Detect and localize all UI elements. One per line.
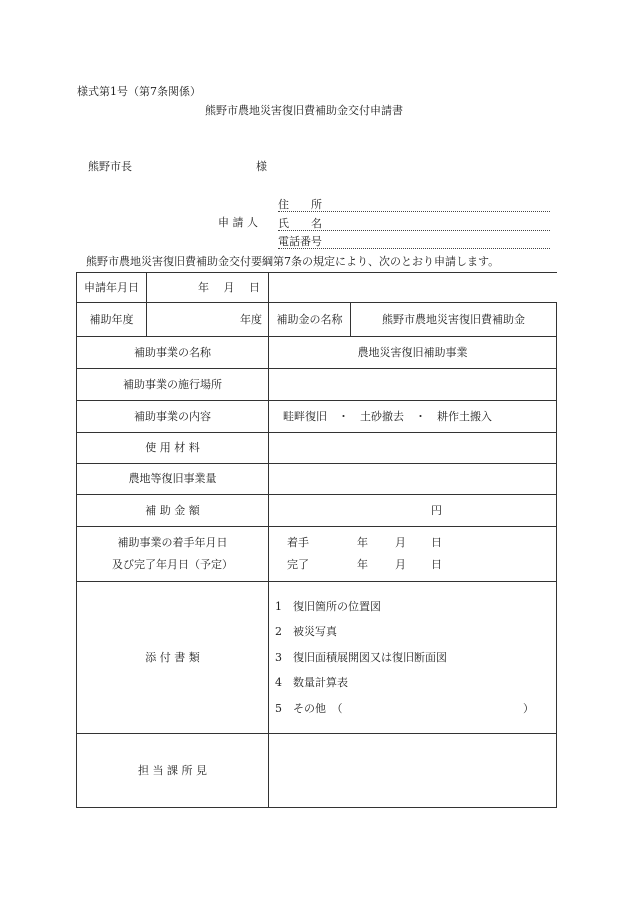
attachments-label: 添 付 書 類: [77, 582, 269, 734]
finish-month-label: 月: [395, 558, 406, 571]
name-label: 氏 名: [278, 217, 322, 230]
application-date-field[interactable]: 年 月 日: [147, 273, 269, 303]
start-label: 着手: [287, 536, 309, 549]
address-field-line[interactable]: [278, 211, 550, 212]
location-field[interactable]: [269, 369, 557, 401]
quantity-row: [77, 464, 557, 495]
amount-label: 補 助 金 額: [77, 495, 269, 527]
location-row: [77, 369, 557, 401]
project-name-row: [77, 337, 557, 369]
finish-year-label: 年: [357, 558, 368, 571]
addressee-honorific: 様: [256, 160, 267, 173]
start-month-label: 月: [395, 536, 406, 549]
attachment-item: 1 復旧箇所の位置図: [275, 599, 381, 613]
address-label: 住 所: [278, 198, 322, 211]
dates-row: [77, 527, 557, 582]
start-day-label: 日: [431, 536, 442, 549]
blank-cell: [269, 273, 557, 303]
phone-field-line[interactable]: [278, 248, 550, 249]
dates-label-line1: 補助事業の着手年月日: [117, 536, 228, 549]
subsidy-name-label: 補助金の名称: [269, 303, 351, 337]
opinion-row: [77, 734, 557, 808]
quantity-label: 農地等復旧事業量: [77, 464, 269, 495]
attachments-row: [77, 582, 557, 734]
phone-label: 電話番号: [278, 235, 322, 248]
materials-field[interactable]: [269, 433, 557, 464]
addressee-name: 熊野市長: [88, 160, 132, 173]
attachment-item: 4 数量計算表: [275, 676, 348, 690]
subsidy-year-row: [77, 303, 557, 337]
finish-label: 完了: [287, 558, 309, 571]
attachment-item-other[interactable]: [275, 696, 556, 722]
subsidy-year-label: 補助年度: [77, 303, 147, 337]
document-title: 熊野市農地災害復旧費補助金交付申請書: [205, 104, 403, 117]
name-field-line[interactable]: [278, 230, 550, 231]
subsidy-year-field[interactable]: 年度: [147, 303, 269, 337]
attachments-list: [269, 582, 557, 734]
attachment-other-label: 5 その他 （: [275, 701, 343, 715]
application-date-label: 申請年月日: [77, 273, 147, 303]
start-year-label: 年: [357, 536, 368, 549]
intro-text: 熊野市農地災害復旧費補助金交付要綱第7条の規定により、次のとおり申請します。: [86, 255, 500, 268]
dates-label: [77, 527, 269, 582]
project-name-value: 農地災害復旧補助事業: [269, 337, 557, 369]
materials-label: 使 用 材 料: [77, 433, 269, 464]
project-name-label: 補助事業の名称: [77, 337, 269, 369]
applicant-label: 申 請 人: [218, 216, 258, 229]
subsidy-name-value: 熊野市農地災害復旧費補助金: [351, 303, 557, 337]
content-label: 補助事業の内容: [77, 401, 269, 433]
application-table: [76, 272, 557, 808]
location-label: 補助事業の施行場所: [77, 369, 269, 401]
attachment-other-close-paren: ）: [523, 701, 534, 715]
amount-row: [77, 495, 557, 527]
finish-day-label: 日: [431, 558, 442, 571]
start-date-line[interactable]: [269, 532, 556, 554]
opinion-field[interactable]: [269, 734, 557, 808]
content-row: [77, 401, 557, 433]
amount-unit: 円: [431, 503, 442, 517]
form-number: 様式第1号（第7条関係）: [77, 85, 201, 98]
content-options[interactable]: 畦畔復旧 ・ 土砂撤去 ・ 耕作土搬入: [269, 401, 557, 433]
application-date-row: [77, 273, 557, 303]
opinion-label: 担 当 課 所 見: [77, 734, 269, 808]
attachment-item: 3 復旧面積展開図又は復旧断面図: [275, 650, 447, 664]
finish-date-line[interactable]: [269, 554, 556, 576]
amount-field[interactable]: [269, 495, 557, 527]
dates-label-line2: 及び完了年月日（予定）: [112, 558, 233, 571]
materials-row: [77, 433, 557, 464]
dates-field[interactable]: [269, 527, 557, 582]
quantity-field[interactable]: [269, 464, 557, 495]
attachment-item: 2 被災写真: [275, 625, 337, 639]
